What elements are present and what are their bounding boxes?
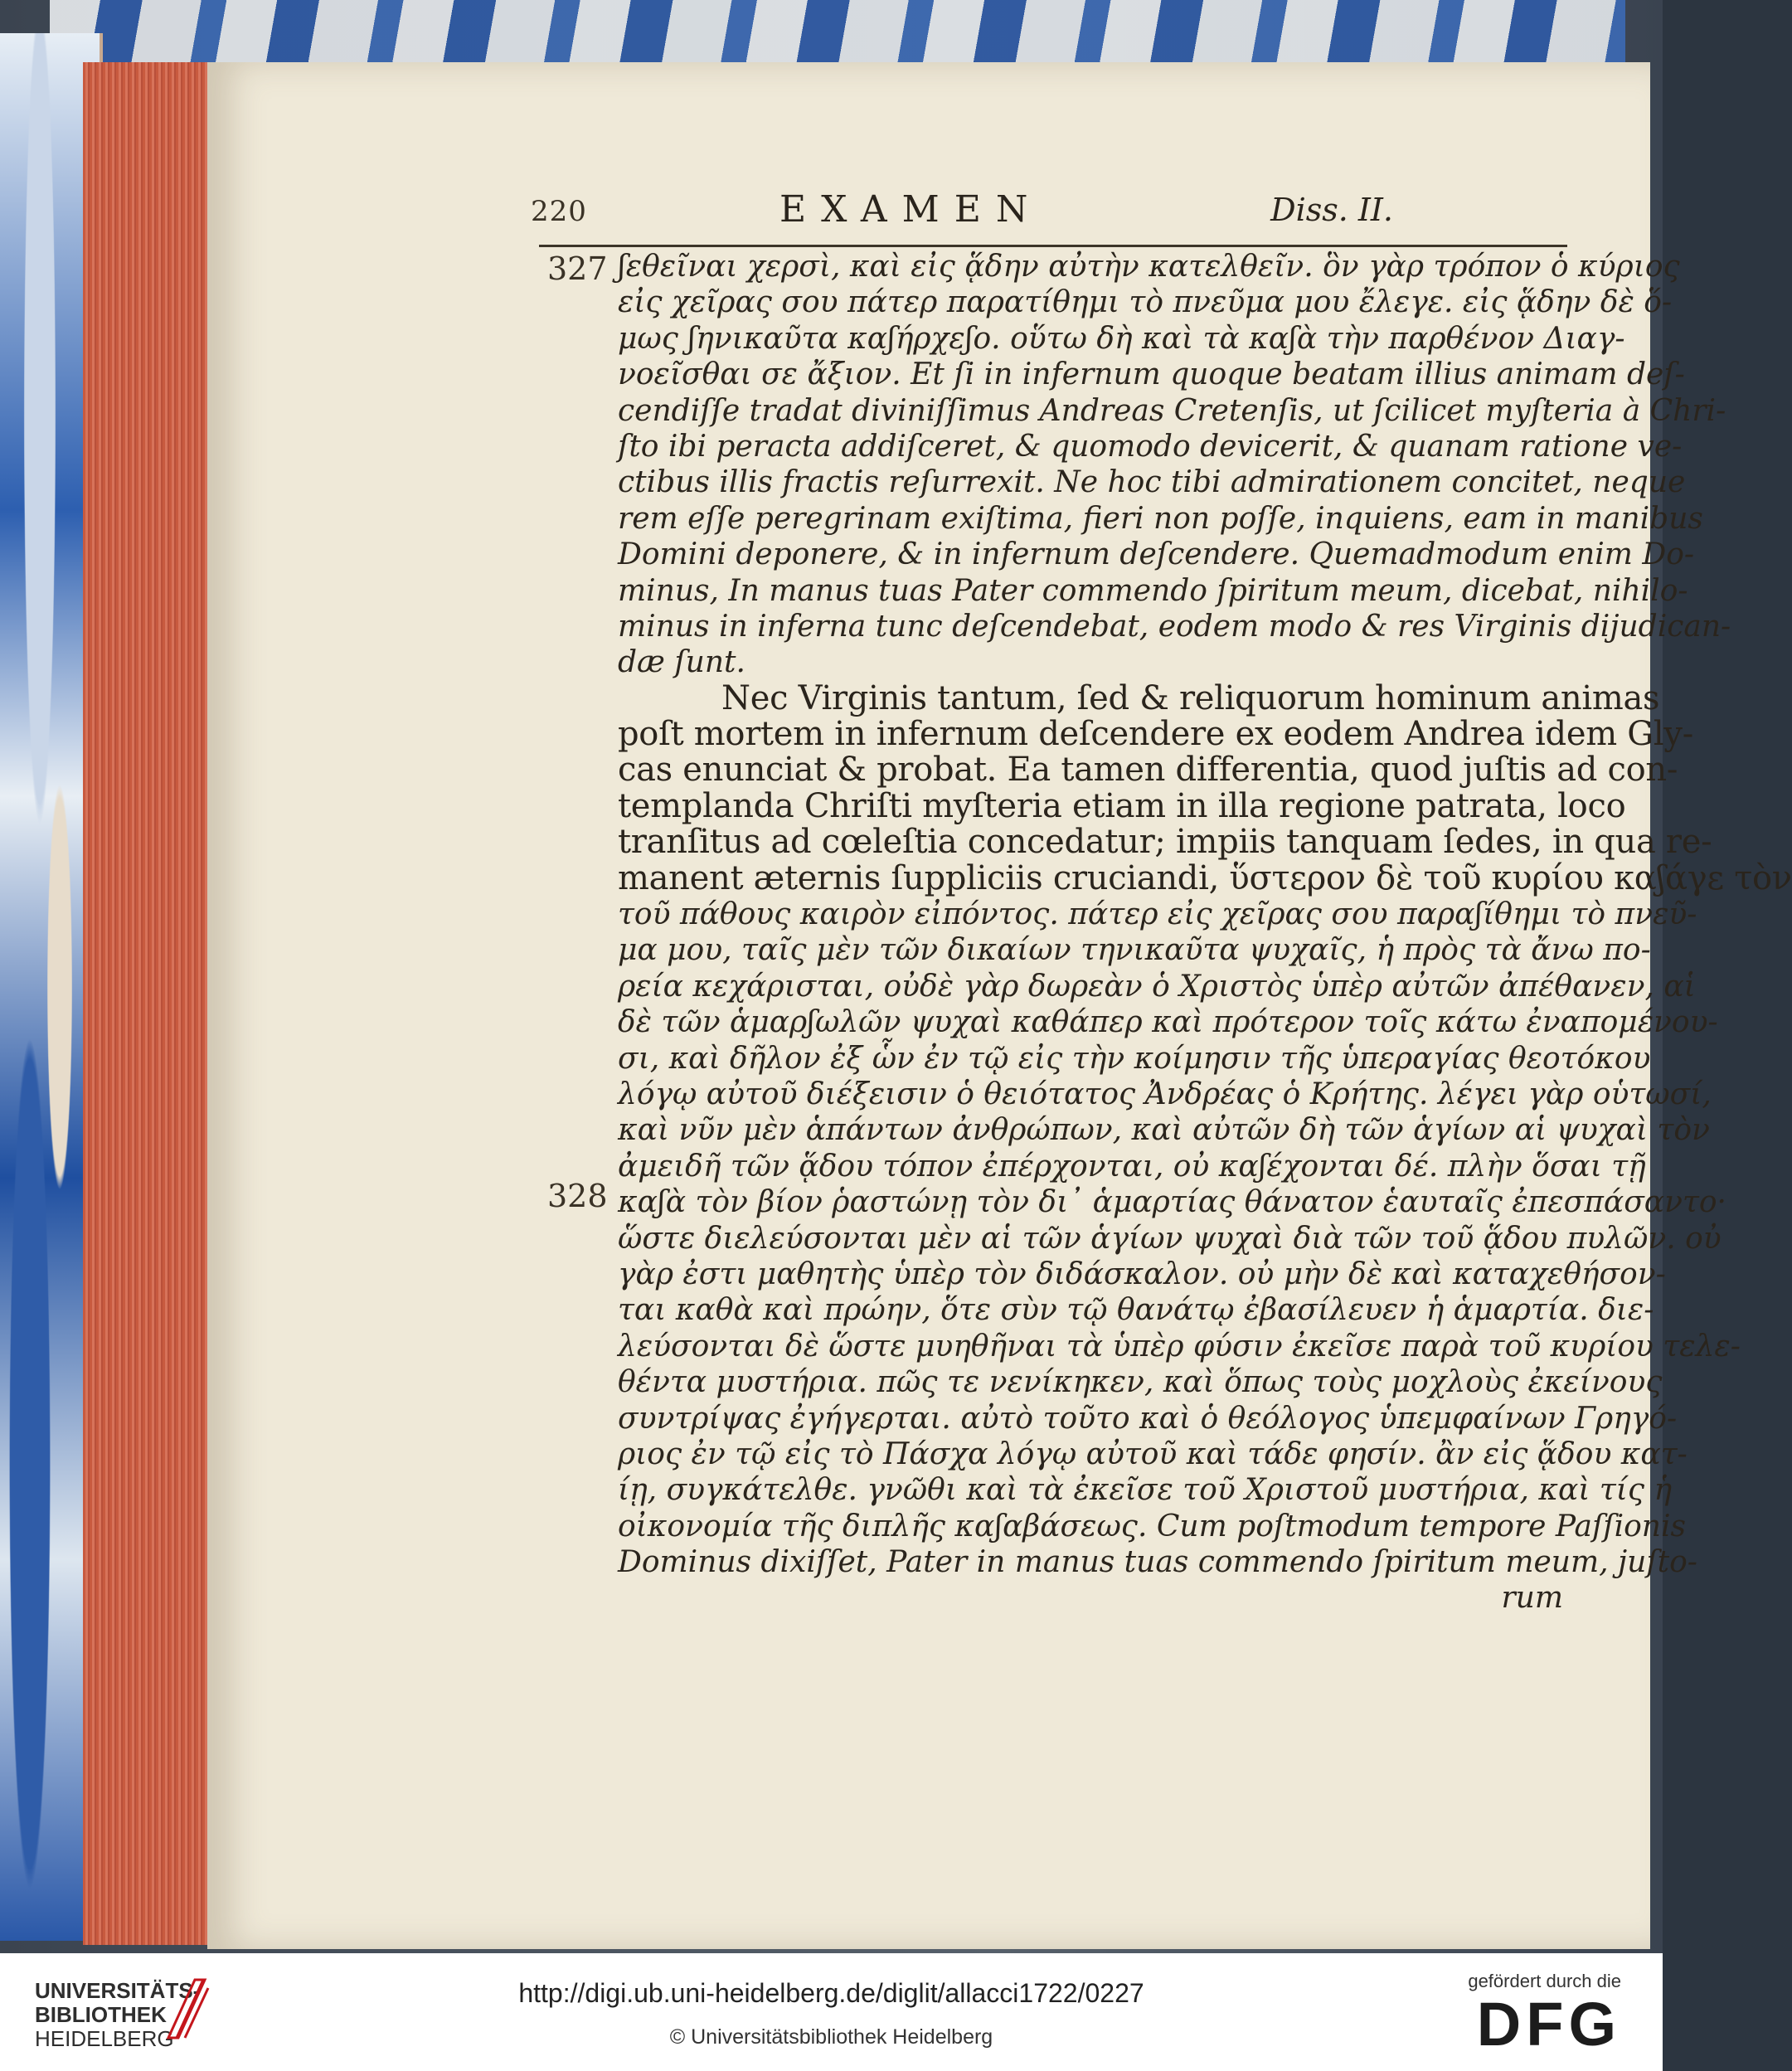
text-line: rem eſſe peregrinam exiſtima, fieri non poſſe, inquiens, eam in manibus	[618, 501, 1703, 536]
text-line: μως ʃηνικαῦτα καʃήρχεʃο. οὕτω δὴ καὶ τὰ καʃὰ τὴν παρθένον Διαγ-	[618, 321, 1625, 356]
library-name-line: HEIDELBERG	[35, 2026, 174, 2051]
text-line: manent æternis ſuppliciis cruciandi, ὕστερον δὲ τοῦ κυρίου καʃάγε τὸν	[618, 858, 1792, 897]
red-page-edges	[83, 62, 216, 1945]
library-name-line: BIBLIOTHEK	[35, 2002, 167, 2027]
page-number: 220	[531, 195, 587, 228]
body-text	[618, 249, 1792, 1616]
text-line: ται καθὰ καὶ πρώην, ὅτε σὺν τῷ θανάτῳ ἐβασίλευεν ἡ ἁμαρτία. διε-	[618, 1293, 1654, 1328]
text-line: ρεία κεχάρισται, οὐδὲ γὰρ δωρεὰν ὁ Χριστὸς ὑπὲρ αὐτῶν ἀπέθανεν, αἱ	[618, 969, 1696, 1004]
text-line: ſto ibi peracta addiſceret, & quomodo devicerit, & quanam ratione ve-	[618, 429, 1683, 464]
copyright-notice: © Universitätsbibliothek Heidelberg	[669, 2025, 993, 2049]
text-line: λεύσονται δὲ ὥστε μυηθῆναι τὰ ὑπὲρ φύσιν ἐκεῖσε παρὰ τοῦ κυρίου τελε-	[618, 1329, 1741, 1364]
text-line: τοῦ πάθους καιρὸν εἰπόντος. πάτερ εἰς χεῖρας σου παραʃίθημι τὸ πνεῦ-	[618, 897, 1697, 932]
text-line: cas enunciat & probat. Ea tamen differentia, quod juſtis ad con-	[618, 751, 1678, 790]
text-line: συντρίψας ἐγήγερται. αὐτὸ τοῦτο καὶ ὁ θεόλογος ὑπεμφαίνων Γρηγό-	[618, 1401, 1678, 1436]
text-line: Dominus dixiſſet, Pater in manus tuas commendo ſpiritum meum, juſto-	[618, 1545, 1697, 1580]
text-line: εἰς χεῖρας σου πάτερ παρατίθημι τὸ πνεῦμα μου ἔλεγε. εἰς ᾅδην δὲ ὅ-	[618, 285, 1673, 320]
marbled-cover-top	[50, 0, 1625, 66]
text-line: poſt mortem in infernum deſcendere ex eodem Andrea idem Gly-	[618, 715, 1693, 754]
text-line: cendiſſe tradat diviniſſimus Andreas Cretenſis, ut ſcilicet myſteria à Chri-	[618, 393, 1726, 428]
permalink-url[interactable]: http://digi.ub.uni-heidelberg.de/diglit/allacci1722/0227	[518, 1978, 1144, 2008]
running-title: EXAMEN	[779, 188, 1043, 231]
text-line: θέντα μυστήρια. πῶς τε νενίκηκεν, καὶ ὅπως τοὺς μοχλοὺς ἐκείνους	[618, 1365, 1663, 1400]
library-name-line: UNIVERSITÄTS-	[35, 1978, 201, 2003]
text-line: minus in inferna tunc deſcendebat, eodem modo & res Virginis dijudican-	[618, 609, 1731, 644]
running-head	[531, 187, 1393, 245]
section-label: Diss. II.	[1270, 192, 1393, 228]
text-line: νοεῖσθαι σε ἄξιον. Et ſi in infernum quoque beatam illius animam deſ-	[618, 357, 1685, 392]
text-line: ίῃ, συγκάτελθε. γνῶθι καὶ τὰ ἐκεῖσε τοῦ Χριστοῦ μυστήρια, καὶ τίς ἡ	[618, 1473, 1673, 1508]
text-line: καʃὰ τὸν βίον ῥαστώνῃ τὸν δι᾽ ἁμαρτίας θάνατον ἑαυταῖς ἐπεσπάσαντο·	[618, 1185, 1726, 1220]
text-line: ctibus illis fractis reſurrexit. Ne hoc tibi admirationem concitet, neque	[618, 465, 1686, 500]
text-line: οἰκονομία τῆς διπλῆς καʃαβάσεως. Cum poſtmodum tempore Paſſionis	[618, 1509, 1686, 1544]
text-line: μα μου, ταῖς μὲν τῶν δικαίων τηνικαῦτα ψυχαῖς, ἡ πρὸς τὰ ἄνω πο-	[618, 933, 1651, 968]
text-line: rum	[1501, 1581, 1563, 1616]
text-line: γὰρ ἐστι μαθητὴς ὑπὲρ τὸν διδάσκαλον. οὐ μὴν δὲ καὶ καταχεθήσον-	[618, 1257, 1666, 1291]
margin-number: 328	[547, 1178, 608, 1214]
text-line: tranſitus ad cœleſtia concedatur; impiis tanquam ſedes, in qua re-	[618, 823, 1712, 862]
text-line: ριος ἐν τῷ εἰς τὸ Πάσχα λόγῳ αὐτοῦ καὶ τάδε φησίν. ἂν εἰς ᾅδου κατ-	[618, 1437, 1688, 1471]
text-line: λόγῳ αὐτοῦ διέξεισιν ὁ θειότατος Ἀνδρέας ὁ Κρήτης. λέγει γὰρ οὑτωσί,	[618, 1077, 1712, 1111]
text-line: σι, καὶ δῆλον ἐξ ὧν ἐν τῷ εἰς τὴν κοίμησιν τῆς ὑπεραγίας θεοτόκου	[618, 1041, 1651, 1076]
dfg-logo[interactable]: DFG	[1476, 1990, 1621, 2059]
text-line: ἀμειδῆ τῶν ᾅδου τόπον ἐπέρχονται, οὐ καʃέχονται δέ. πλὴν ὅσαι τῇ	[618, 1149, 1646, 1184]
text-line: Nec Virginis tantum, ſed & reliquorum hominum animas	[721, 678, 1660, 717]
viewer-footer	[0, 1953, 1663, 2071]
text-line: Domini deponere, & in infernum deſcendere. Quemadmodum enim Do-	[618, 537, 1695, 572]
header-rule	[539, 245, 1567, 247]
funder-label: gefördert durch die	[1468, 1971, 1621, 1991]
text-line: ʃεθεῖναι χερσὶ, καὶ εἰς ᾅδην αὐτὴν κατελθεῖν. ὃν γὰρ τρόπον ὁ κύριος	[618, 250, 1680, 284]
text-line: dæ ſunt.	[618, 645, 745, 680]
text-line: ὥστε διελεύσονται μὲν αἱ τῶν ἁγίων ψυχαὶ διὰ τῶν τοῦ ᾅδου πυλῶν. οὐ	[618, 1221, 1722, 1256]
text-line: καὶ νῦν μὲν ἁπάντων ἀνθρώπων, καὶ αὐτῶν δὴ τῶν ἁγίων αἱ ψυχαὶ τὸν	[618, 1113, 1710, 1148]
margin-number: 327	[547, 250, 608, 287]
text-line: δὲ τῶν ἁμαρʃωλῶν ψυχαὶ καθάπερ καὶ πρότερον τοῖς κάτω ἐναπομένου-	[618, 1005, 1718, 1040]
text-line: minus, In manus tuas Pater commendo ſpiritum meum, dicebat, nihilo-	[618, 573, 1688, 608]
text-line: templanda Chriſti myſteria etiam in illa regione patrata, loco	[618, 786, 1626, 825]
